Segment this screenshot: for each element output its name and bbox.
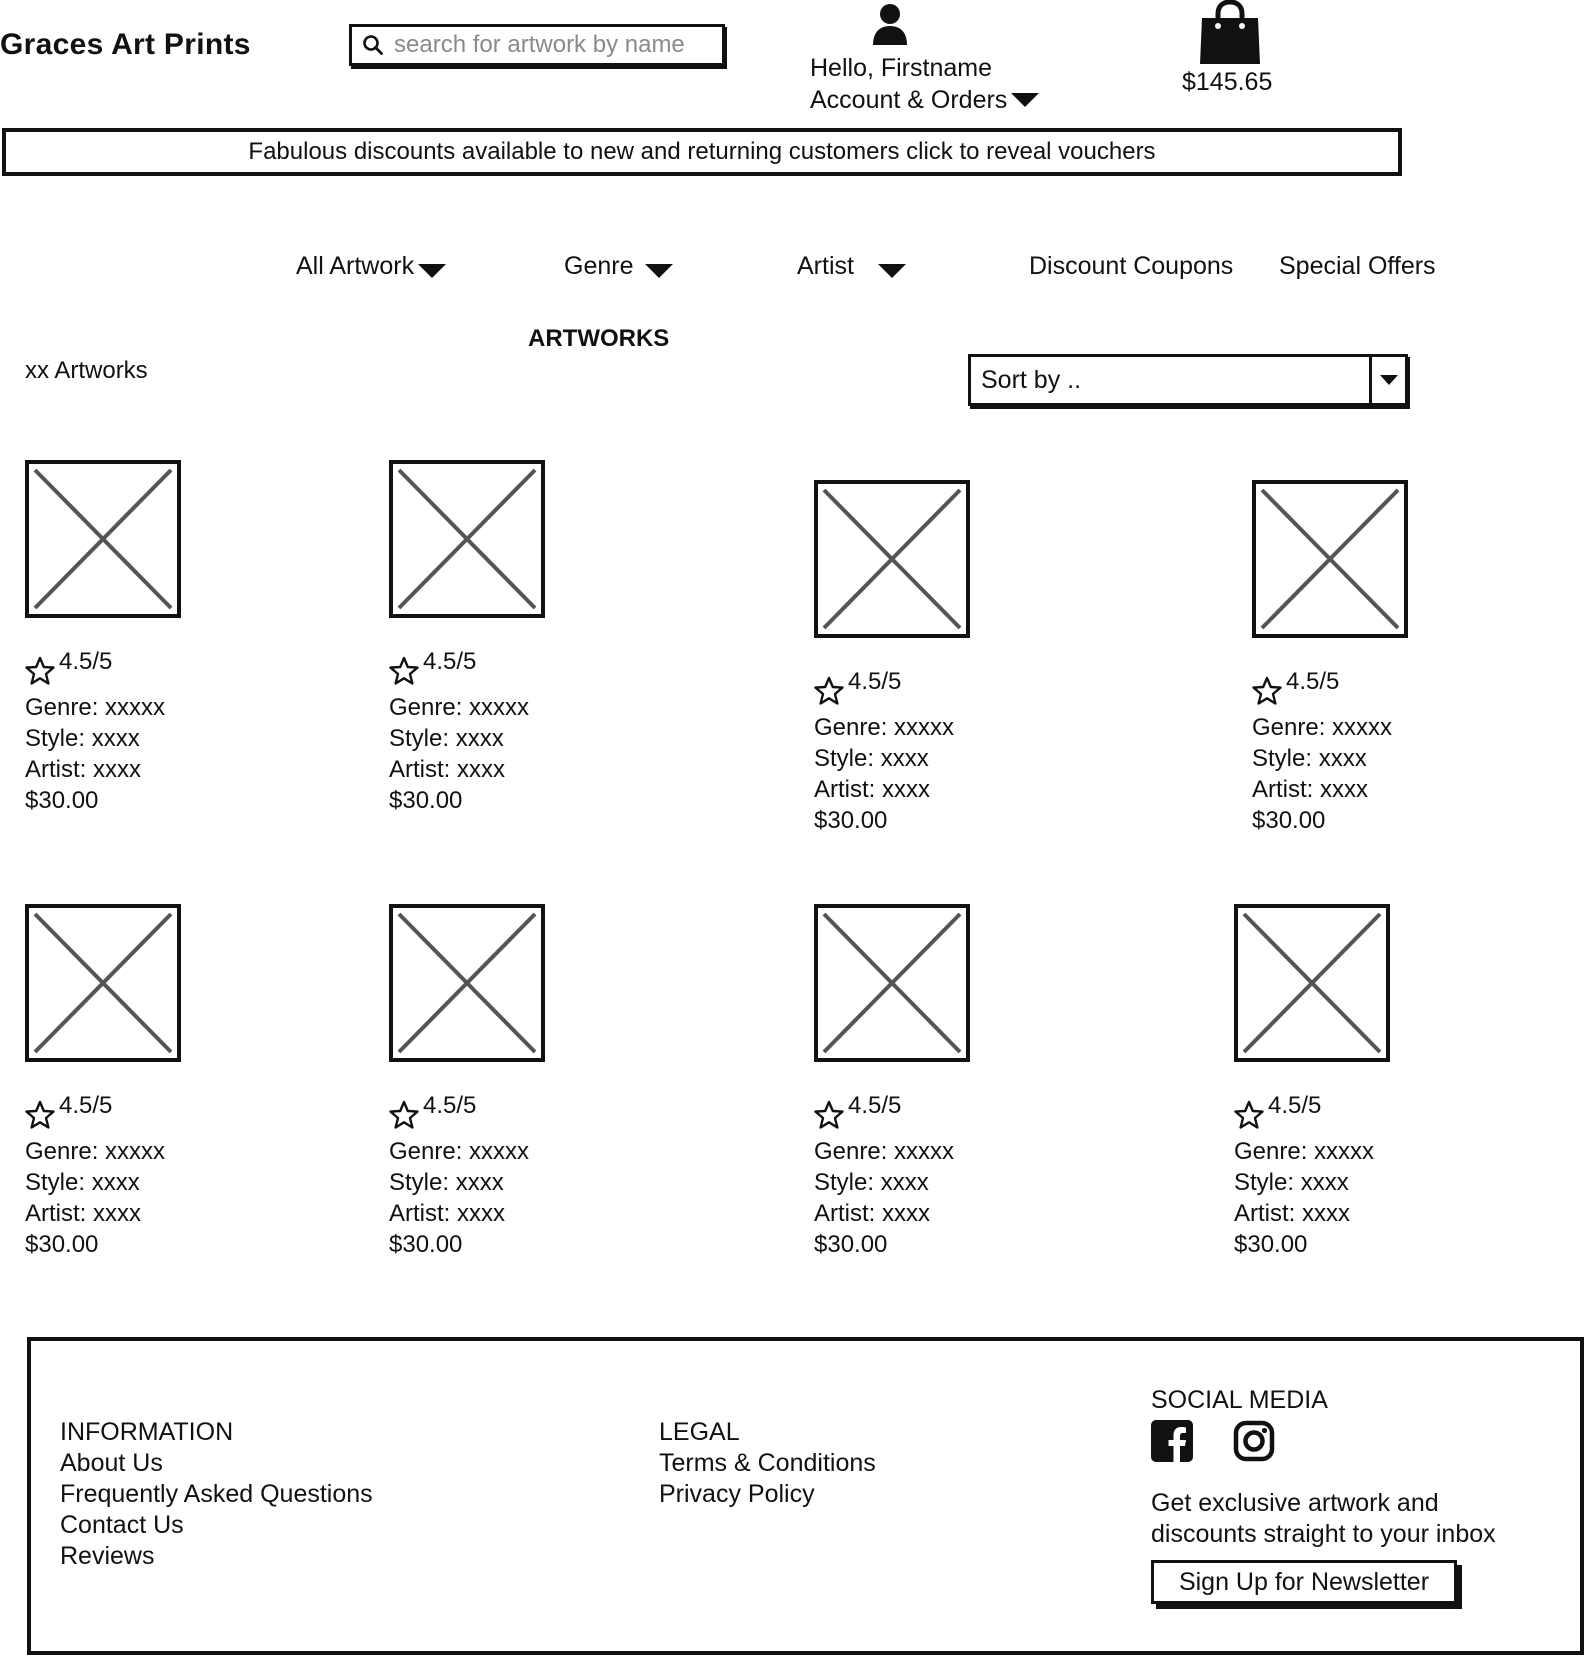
newsletter-text-line: Get exclusive artwork and	[1151, 1489, 1439, 1517]
product-genre: Genre: xxxxx	[1252, 714, 1393, 741]
product-rating	[389, 648, 689, 684]
product-style: Style: xxxx	[25, 725, 140, 752]
product-card[interactable]	[814, 904, 1114, 1260]
product-meta	[1252, 712, 1552, 836]
product-card[interactable]	[25, 460, 325, 816]
product-card[interactable]	[1252, 480, 1552, 836]
star-icon	[389, 656, 419, 686]
star-icon	[389, 1100, 419, 1130]
search-box[interactable]	[349, 24, 725, 66]
search-input[interactable]	[392, 30, 722, 60]
product-card[interactable]	[814, 480, 1114, 836]
product-price: $30.00	[25, 1231, 99, 1258]
artwork-image-placeholder[interactable]	[389, 460, 545, 618]
search-icon	[362, 34, 384, 56]
footer-information	[60, 1417, 373, 1572]
sort-select-value: Sort by ..	[981, 365, 1082, 394]
product-style: Style: xxxx	[814, 745, 929, 772]
greeting-text: Hello, Firstname	[810, 54, 992, 82]
artwork-image-placeholder[interactable]	[1252, 480, 1408, 638]
footer-social-heading: SOCIAL MEDIA	[1151, 1386, 1328, 1414]
product-artist: Artist: xxxx	[25, 1200, 142, 1227]
product-rating	[25, 648, 325, 684]
cart-total[interactable]: $145.65	[1182, 68, 1273, 96]
product-price: $30.00	[1234, 1231, 1308, 1258]
footer-link-about-us[interactable]: About Us	[60, 1449, 163, 1477]
footer-link-faq[interactable]: Frequently Asked Questions	[60, 1480, 373, 1508]
newsletter-text	[1151, 1488, 1496, 1550]
product-rating	[1252, 668, 1552, 704]
chevron-down-icon	[1011, 93, 1039, 107]
artwork-count: xx Artworks	[25, 357, 148, 384]
newsletter-text-line: discounts straight to your inbox	[1151, 1520, 1496, 1548]
chevron-down-icon	[645, 264, 673, 278]
artwork-image-placeholder[interactable]	[814, 480, 970, 638]
chevron-down-icon	[418, 264, 446, 278]
product-price: $30.00	[814, 1231, 888, 1258]
rating-value: 4.5/5	[848, 668, 902, 695]
star-icon	[1234, 1100, 1264, 1130]
product-artist: Artist: xxxx	[389, 756, 506, 783]
product-rating	[25, 1092, 325, 1128]
social-icon-row	[1151, 1420, 1496, 1462]
product-artist: Artist: xxxx	[814, 1200, 931, 1227]
account-orders-label: Account & Orders	[810, 86, 1008, 114]
product-style: Style: xxxx	[1234, 1169, 1349, 1196]
product-meta	[389, 692, 689, 816]
product-artist: Artist: xxxx	[25, 756, 142, 783]
shopping-bag-icon[interactable]	[1198, 0, 1262, 66]
footer-link-contact-us[interactable]: Contact Us	[60, 1511, 184, 1539]
product-style: Style: xxxx	[1252, 745, 1367, 772]
product-meta	[389, 1136, 689, 1260]
product-artist: Artist: xxxx	[389, 1200, 506, 1227]
product-meta	[814, 712, 1114, 836]
product-artist: Artist: xxxx	[814, 776, 931, 803]
page-title: ARTWORKS	[528, 325, 670, 352]
product-rating	[814, 1092, 1114, 1128]
chevron-down-icon	[878, 264, 906, 278]
footer-legal	[659, 1417, 876, 1510]
star-icon	[1252, 676, 1282, 706]
star-icon	[25, 656, 55, 686]
product-rating	[389, 1092, 689, 1128]
product-price: $30.00	[389, 1231, 463, 1258]
star-icon	[814, 676, 844, 706]
nav-artist-label: Artist	[797, 252, 854, 280]
sort-dropdown-button[interactable]	[1369, 357, 1405, 403]
product-meta	[25, 1136, 325, 1260]
nav-artist[interactable]	[797, 252, 906, 281]
artwork-image-placeholder[interactable]	[1234, 904, 1390, 1062]
product-style: Style: xxxx	[389, 725, 504, 752]
product-meta	[25, 692, 325, 816]
nav-discount-coupons[interactable]: Discount Coupons	[1029, 252, 1234, 280]
footer-link-privacy[interactable]: Privacy Policy	[659, 1480, 815, 1508]
product-meta	[814, 1136, 1114, 1260]
instagram-icon[interactable]	[1233, 1420, 1275, 1462]
star-icon	[814, 1100, 844, 1130]
nav-special-offers[interactable]: Special Offers	[1279, 252, 1436, 280]
footer-social	[1151, 1385, 1496, 1604]
product-price: $30.00	[1252, 807, 1326, 834]
artwork-image-placeholder[interactable]	[25, 904, 181, 1062]
nav-genre[interactable]	[564, 252, 673, 281]
footer	[27, 1337, 1584, 1655]
product-price: $30.00	[814, 807, 888, 834]
rating-value: 4.5/5	[423, 1092, 477, 1119]
artwork-image-placeholder[interactable]	[389, 904, 545, 1062]
artwork-image-placeholder[interactable]	[25, 460, 181, 618]
product-rating	[814, 668, 1114, 704]
rating-value: 4.5/5	[848, 1092, 902, 1119]
product-genre: Genre: xxxxx	[389, 1138, 530, 1165]
product-price: $30.00	[25, 787, 99, 814]
nav-all-artwork-label: All Artwork	[296, 252, 415, 280]
sort-select[interactable]	[968, 354, 1408, 406]
rating-value: 4.5/5	[59, 648, 113, 675]
account-orders-dropdown[interactable]	[810, 84, 1039, 116]
footer-information-heading: INFORMATION	[60, 1418, 234, 1446]
product-genre: Genre: xxxxx	[814, 714, 955, 741]
product-genre: Genre: xxxxx	[25, 1138, 166, 1165]
product-style: Style: xxxx	[25, 1169, 140, 1196]
discount-banner[interactable]: Fabulous discounts available to new and returning customers click to reveal vouchers	[2, 128, 1402, 176]
chevron-down-icon	[1380, 375, 1398, 385]
product-artist: Artist: xxxx	[1234, 1200, 1351, 1227]
footer-legal-heading: LEGAL	[659, 1418, 740, 1446]
product-card[interactable]	[389, 460, 689, 816]
product-genre: Genre: xxxxx	[25, 694, 166, 721]
rating-value: 4.5/5	[59, 1092, 113, 1119]
product-style: Style: xxxx	[389, 1169, 504, 1196]
product-genre: Genre: xxxxx	[1234, 1138, 1375, 1165]
star-icon	[25, 1100, 55, 1130]
product-price: $30.00	[389, 787, 463, 814]
newsletter-signup-button[interactable]: Sign Up for Newsletter	[1151, 1560, 1457, 1604]
footer-link-terms[interactable]: Terms & Conditions	[659, 1449, 876, 1477]
nav-all-artwork[interactable]	[296, 252, 446, 281]
nav-genre-label: Genre	[564, 252, 634, 280]
product-style: Style: xxxx	[814, 1169, 929, 1196]
rating-value: 4.5/5	[1286, 668, 1340, 695]
user-icon[interactable]	[870, 2, 910, 46]
site-logo-title[interactable]: Graces Art Prints	[0, 28, 251, 61]
product-card[interactable]	[25, 904, 325, 1260]
product-card[interactable]	[1234, 904, 1534, 1260]
product-rating	[1234, 1092, 1534, 1128]
artwork-image-placeholder[interactable]	[814, 904, 970, 1062]
rating-value: 4.5/5	[423, 648, 477, 675]
product-genre: Genre: xxxxx	[389, 694, 530, 721]
facebook-icon[interactable]	[1151, 1420, 1193, 1462]
product-artist: Artist: xxxx	[1252, 776, 1369, 803]
product-card[interactable]	[389, 904, 689, 1260]
footer-link-reviews[interactable]: Reviews	[60, 1542, 155, 1570]
rating-value: 4.5/5	[1268, 1092, 1322, 1119]
product-genre: Genre: xxxxx	[814, 1138, 955, 1165]
product-meta	[1234, 1136, 1534, 1260]
